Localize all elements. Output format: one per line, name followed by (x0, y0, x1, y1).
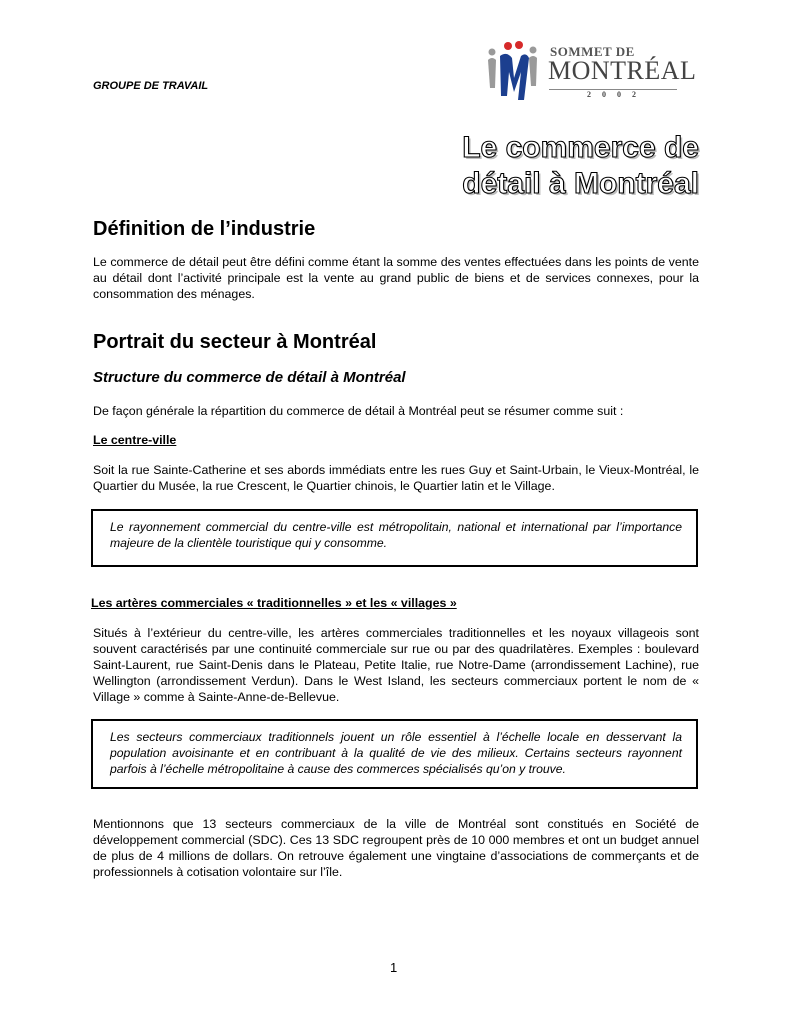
centre-ville-callout-text: Le rayonnement commercial du centre-ville est métropolitain, national et international par l’importance majeure de la clientèle touristique qui y consomme. (110, 520, 682, 550)
logo-figures-icon (483, 38, 545, 104)
section1-heading: Définition de l’industrie (93, 218, 316, 240)
centre-ville-paragraph: Soit la rue Sainte-Catherine et ses abords immédiats entre les rues Guy et Saint-Urbain, le Vieux-Montréal, le Quartier du Musée, la rue Crescent, le Quartier chinois, le Quartier latin et le Village. (93, 463, 699, 493)
arteres-callout-text: Les secteurs commerciaux traditionnels jouent un rôle essentiel à l’échelle locale en desservant la population avoisinante et en contribuant à la qualité de vie des milieux. Certains secteurs rayonnent parfois à l’échelle métropolitaine à cause des commerces spécialisés qu’on y trouve. (110, 730, 682, 776)
sommet-logo (483, 38, 697, 104)
section1-paragraph: Le commerce de détail peut être défini comme étant la somme des ventes effectuées dans les points de vente au détail dont l’activité principale est la vente au grand public de biens et de services connexes, pour la consommation des ménages. (93, 255, 699, 301)
group-label: GROUPE DE TRAVAIL (93, 80, 209, 92)
arteres-callout (91, 719, 698, 789)
document-title (279, 130, 699, 202)
logo-line2: MONTRÉAL (548, 56, 697, 85)
section2-intro: De façon générale la répartition du commerce de détail à Montréal peut se résumer comme suit : (93, 404, 624, 418)
centre-ville-heading: Le centre-ville (93, 433, 177, 447)
section2-subheading: Structure du commerce de détail à Montréal (93, 369, 406, 386)
logo-year: 2002 (587, 90, 647, 99)
arteres-heading: Les artères commerciales « traditionnelles » et les « villages » (91, 596, 457, 610)
page-number: 1 (390, 960, 398, 975)
title-line2: détail à Montréal (462, 167, 699, 200)
centre-ville-callout (91, 509, 698, 567)
section2-heading: Portrait du secteur à Montréal (93, 331, 377, 353)
sdc-paragraph: Mentionnons que 13 secteurs commerciaux de la ville de Montréal sont constitués en Société de développement commercial (SDC). Ces 13 SDC regroupent près de 10 000 membres et ont un budget annuel de plus de 4 millions de dollars. On retrouve également une vingtaine d’associations de commerçants et de professionnels à cotisation volontaire sur l’île. (93, 817, 699, 879)
title-line1: Le commerce de (462, 131, 699, 164)
arteres-paragraph: Situés à l’extérieur du centre-ville, les artères commerciales traditionnelles et les noyaux villageois sont souvent caractérisés par une continuité commerciale sur rue ou par des quadrilatères. Exemples : boulevard Saint-Laurent, rue Saint-Denis dans le Plateau, Petite Italie, rue Notre-Dame (arrondissement Lachine), rue Wellington (arrondissement Verdun). Dans le West Island, les secteurs commerciaux portent le nom de « Village » comme à Sainte-Anne-de-Bellevue. (93, 626, 699, 704)
logo-line1: SOMMET DE (550, 44, 635, 59)
